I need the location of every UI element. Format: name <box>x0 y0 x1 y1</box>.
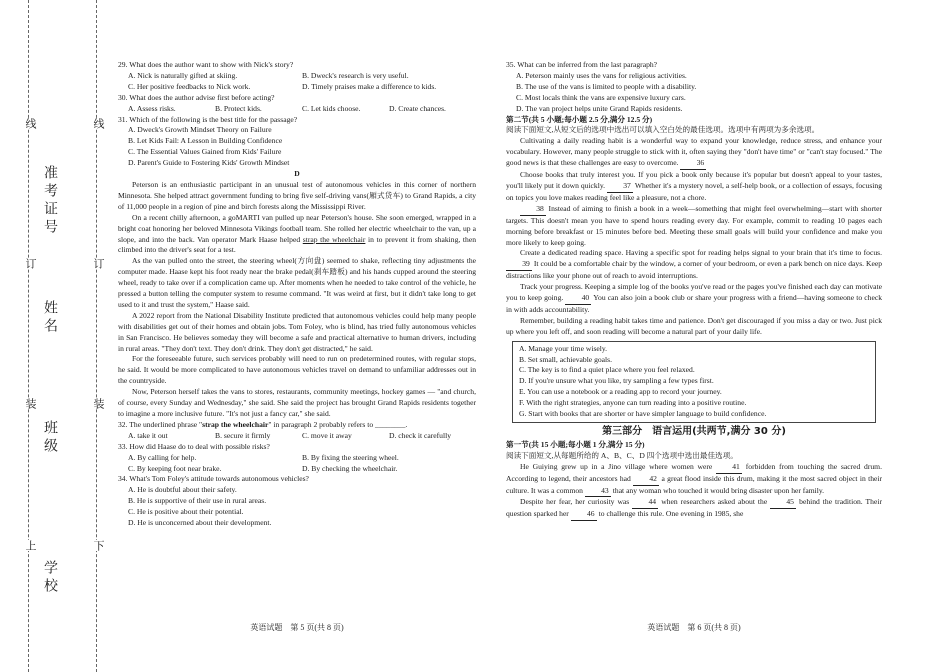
mark-shang: 上 <box>24 540 37 551</box>
section2-title: 第二节(共 5 小题;每小题 2.5 分,满分 12.5 分) <box>506 114 653 124</box>
p2-underlined-phrase: strap the wheelchair <box>302 234 366 244</box>
q35-option-c: C. Most locals think the vans are expensive luxury cars. <box>516 92 686 102</box>
g2-text-c: behind the tradition. Their question sparked her <box>506 497 882 519</box>
blank-40: 40 <box>565 293 591 305</box>
section1-title: 第一节(共 15 小题;每小题 1 分,满分 15 分) <box>506 439 645 449</box>
passage-d-p6: Now, Peterson herself takes the vans to stores, restaurants, community meetings, hockey games — "and church, of course, every Sunday and Wednesday," she said. She said the project has brought Grand Rapids residents together to imagine a more inclusive future. "It's not just a fancy car," she said. <box>118 387 476 418</box>
name-label: 姓名 <box>42 300 58 336</box>
passage-label: D <box>294 169 300 179</box>
section2-instructions: 阅读下面短文,从短文后的选项中选出可以填入空白处的最佳选项。选项中有两项为多余选项。 <box>506 125 820 135</box>
option-item: C. The key is to find a quiet place where you feel relaxed. <box>519 365 695 375</box>
blank-36: 36 <box>680 158 706 170</box>
q31-option-d: D. Parent's Guide to Fostering Kids' Growth Mindset <box>128 158 290 168</box>
left-column <box>118 60 476 529</box>
q35-option-b: B. The use of the vans is limited to people with a disability. <box>516 81 697 91</box>
blank-37: 37 <box>607 181 633 193</box>
q33-option-d: D. By checking the wheelchair. <box>302 463 398 473</box>
mark-xian-inner: 线 <box>92 118 105 129</box>
q33-options <box>118 453 476 475</box>
q34-option-a: A. He is doubtful about their safety. <box>128 485 237 495</box>
mark-zhuang-outer: 装 <box>24 398 37 409</box>
g2-text-d: to challenge this rule. One evening in 1985, she <box>598 509 744 519</box>
option-item: G. Start with books that are shorter or have simpler language to build confidence. <box>519 409 767 419</box>
cloze-p2-text-b: Whether it's a mystery novel, a self-help book, or a collection of essays, focusing on topics you love makes reading feel like a pleasure, not a chore. <box>506 180 883 202</box>
p2-text-a: On a recent chilly afternoon, a goMARTI van pulled up near Peterson's house. She soon emerged, wrapped in a bright coat honoring her beloved Minnesota Vikings football team. She rolled her electric wheelchair to the van, up a slope, and into the back. Van operator Mark Haase helped <box>118 212 476 244</box>
cloze-p4-text-a: Create a dedicated reading space. Having a specific spot for reading helps signal to your brain that it's time to focus. <box>520 248 882 258</box>
q29-option-b: B. Dweck's research is very useful. <box>302 70 409 80</box>
q30-option-d: D. Create chances. <box>389 103 446 113</box>
q32-phrase: strap the wheelchair <box>202 419 269 429</box>
q33-stem: 33. How did Haase do to deal with possible risks? <box>118 441 270 451</box>
q33-option-a: A. By calling for help. <box>128 452 197 462</box>
g1-text-d: that any woman who touched it would bring disaster upon her family. <box>612 485 825 495</box>
page-footer-right: 英语试题 第 6 页(共 8 页) <box>647 623 741 632</box>
g1-text-a: He Guiying grew up in a Jino village where women were <box>520 461 713 471</box>
g1-text-b: forbidden from touching the sacred drum. According to legend, their ancestors had <box>506 461 882 483</box>
q35-options <box>506 71 882 115</box>
section1-instructions: 阅读下面短文,从每题所给的 A、B、C、D 四个选项中选出最佳选项。 <box>506 450 738 460</box>
cloze-p1 <box>506 136 882 170</box>
cloze-p5-text-b: You can also join a book club or share your progress with a friend—having someone to check in with adds accountability. <box>506 293 882 314</box>
options-box <box>512 341 876 423</box>
blank-44: 44 <box>632 497 658 509</box>
part3-heading: 第三部分 语言运用(共两节,满分 30 分) <box>602 426 786 437</box>
option-item: F. With the right strategies, anyone can turn reading into a positive routine. <box>519 398 747 408</box>
blank-43: 43 <box>585 486 611 498</box>
q31-options <box>118 125 476 169</box>
q35-option-d: D. The van project helps unite Grand Rapids residents. <box>516 103 683 113</box>
q29-stem: 29. What does the author want to show with Nick's story? <box>118 60 294 69</box>
binding-line-inner <box>96 0 97 672</box>
option-item: B. Set small, achievable goals. <box>519 354 613 364</box>
option-item: D. If you're unsure what you like, try sampling a few types first. <box>519 376 714 386</box>
passage-d-p4: A 2022 report from the National Disability Institute predicted that autonomous vehicles could help many people with disabilities get out of their homes and obtain jobs. Tom Foley, who is blind, has tried fully autonomous vehicles in San Francisco. He believes someday they will become a safe and practical alternative to human drivers, including in rural areas. "They don't text. They don't drink. They don't get distracted," he said. <box>118 310 476 353</box>
mark-ding-inner: 订 <box>92 258 105 269</box>
right-column <box>506 60 882 521</box>
q29-options <box>118 71 476 93</box>
g1-text-c: a great flood inside this drum, making it the most sacred object in their culture. It was a common <box>506 473 882 495</box>
passage-d-p1: Peterson is an enthusiastic participant in an unusual test of autonomous vehicles in this corner of northern Minnesota. She helped attract government funding to bring five self-driving vans(厢式货车) to Grand Rapids, a city of 11,000 people in a region of pine and birch forests along the Mississippi River. <box>118 179 476 211</box>
cloze-p4 <box>506 248 882 282</box>
mark-xian-outer: 线 <box>24 118 37 129</box>
cloze-p5-text-a: Track your progress. Keeping a simple log of the books you've read or the pages you've finished each day can motivate you to keep going. <box>506 282 883 303</box>
q29-option-a: A. Nick is naturally gifted at skiing. <box>128 70 238 80</box>
blank-39: 39 <box>506 259 532 271</box>
option-item: A. Manage your time wisely. <box>519 343 608 353</box>
q30-option-a: A. Assess risks. <box>128 103 176 113</box>
school-label: 学校 <box>42 560 58 596</box>
cloze-p2-text-a: Choose books that truly interest you. If you pick a book only because it's popular but doesn't appeal to your tastes, you'll likely put it down quickly. <box>506 170 882 190</box>
cloze-p3 <box>506 204 882 249</box>
cloze-p2 <box>506 170 882 204</box>
q29-option-c: C. Her positive feedbacks to Nick work. <box>128 81 251 91</box>
q32-options <box>118 431 476 442</box>
p2-text-b: in to prevent it from shaking, then climbed into the driver's seat for a test. <box>118 234 476 255</box>
q34-options <box>118 485 476 529</box>
class-label: 班级 <box>42 420 58 456</box>
passage-d-p2 <box>118 213 476 257</box>
q32-stem <box>118 420 476 431</box>
binding-margin <box>0 0 108 672</box>
q32-option-a: A. take it out <box>128 430 168 440</box>
grammar-p1 <box>506 462 882 498</box>
q32-post: " in paragraph 2 probably refers to ________. <box>268 419 408 429</box>
q32-pre: 32. The underlined phrase " <box>118 419 203 429</box>
q30-option-c: C. Let kids choose. <box>302 103 361 113</box>
q33-option-b: B. By fixing the steering wheel. <box>302 452 399 462</box>
passage-d-p3: As the van pulled onto the street, the steering wheel(方向盘) seemed to shake, reflecting tiny adjustments the computer made. Haase kept his foot ready near the brake pedal(刹车踏板) and his hands cupped around the steering wheel, ready to take over if a complication came up. After moments when he needed to take control of the vehicle, he pressed a button telling the computer system to resume command. "It was weird at first, but it didn't take long to get used to it and trust the system," Haase said. <box>118 256 476 309</box>
cloze-p3-text: Instead of aiming to finish a book in a week—something that might feel overwhelming—start with shorter targets. This doesn't mean you have to spend hours reading every day. For example, commit to reading 10 pages each morning before breakfast or 15 minutes before bed. Meeting these small goals will build your confidence and make you more likely to keep going. <box>506 203 882 247</box>
g2-text-b: when researchers asked about the <box>661 497 768 507</box>
q29-option-d: D. Timely praises make a difference to kids. <box>302 81 437 91</box>
q31-option-b: B. Let Kids Fail: A Lesson in Building Confidence <box>128 136 283 146</box>
q32-option-c: C. move it away <box>302 430 352 440</box>
q35-stem: 35. What can be inferred from the last paragraph? <box>506 60 658 69</box>
g2-text-a: Despite her fear, her curiosity was <box>520 497 630 507</box>
q34-stem: 34. What's Tom Foley's attitude towards autonomous vehicles? <box>118 474 309 484</box>
cloze-p4-text-b: It could be a comfortable chair by the window, a corner of your bedroom, or even a park bench on nice days. Keep distractions like your phone out of reach to avoid interruptions. <box>506 259 882 281</box>
q35-option-a: A. Peterson mainly uses the vans for religious activities. <box>516 70 687 80</box>
mark-xia: 下 <box>92 540 105 551</box>
q34-option-d: D. He is unconcerned about their development. <box>128 518 272 528</box>
option-item: E. You can use a notebook or a reading app to record your journey. <box>519 387 722 397</box>
q32-option-d: D. check it carefully <box>389 430 451 440</box>
q31-option-c: C. The Essential Values Gained from Kids' Failure <box>128 147 282 157</box>
blank-38: 38 <box>520 204 546 216</box>
q30-option-b: B. Protect kids. <box>215 103 262 113</box>
q34-option-c: C. He is positive about their potential. <box>128 507 244 517</box>
passage-d-p5: For the foreseeable future, such services probably will need to run on predetermined routes, with regular stops, he said. It would be more complicated to have autonomous vehicles travel on demand to unfamiliar addresses out in the countryside. <box>118 354 476 386</box>
q30-stem: 30. What does the author advise first before acting? <box>118 92 275 102</box>
blank-42: 42 <box>633 474 659 486</box>
binding-line-outer <box>28 0 29 672</box>
grammar-p2 <box>506 497 882 521</box>
cloze-p5 <box>506 282 882 316</box>
cloze-p1-text: Cultivating a daily reading habit is a wonderful way to expand your knowledge, reduce stress, and enhance your vocabulary. However, many people struggle to stick with it, often saying they "don't have time" or "can't stay focused." The good news is that these challenges are easy to overcome. <box>506 136 882 168</box>
q34-option-b: B. He is supportive of their use in rural areas. <box>128 496 267 506</box>
page-footer-left: 英语试题 第 5 页(共 8 页) <box>250 623 344 632</box>
q31-option-a: A. Dweck's Growth Mindset Theory on Failure <box>128 125 272 135</box>
blank-45: 45 <box>770 497 796 509</box>
mark-ding-outer: 订 <box>24 258 37 269</box>
exam-number-label: 准考证号 <box>42 165 58 237</box>
q32-option-b: B. secure it firmly <box>215 430 271 440</box>
cloze-p6: Remember, building a reading habit takes time and patience. Don't get discouraged if you miss a day or two. Just pick up where you left off, and soon reading will become a natural part of your daily life. <box>506 315 882 336</box>
blank-41: 41 <box>716 462 742 474</box>
q30-options <box>118 104 476 115</box>
q33-option-c: C. By keeping foot near brake. <box>128 463 222 473</box>
blank-46: 46 <box>571 509 597 521</box>
mark-zhuang-inner: 装 <box>92 398 105 409</box>
q31-stem: 31. Which of the following is the best title for the passage? <box>118 114 298 124</box>
